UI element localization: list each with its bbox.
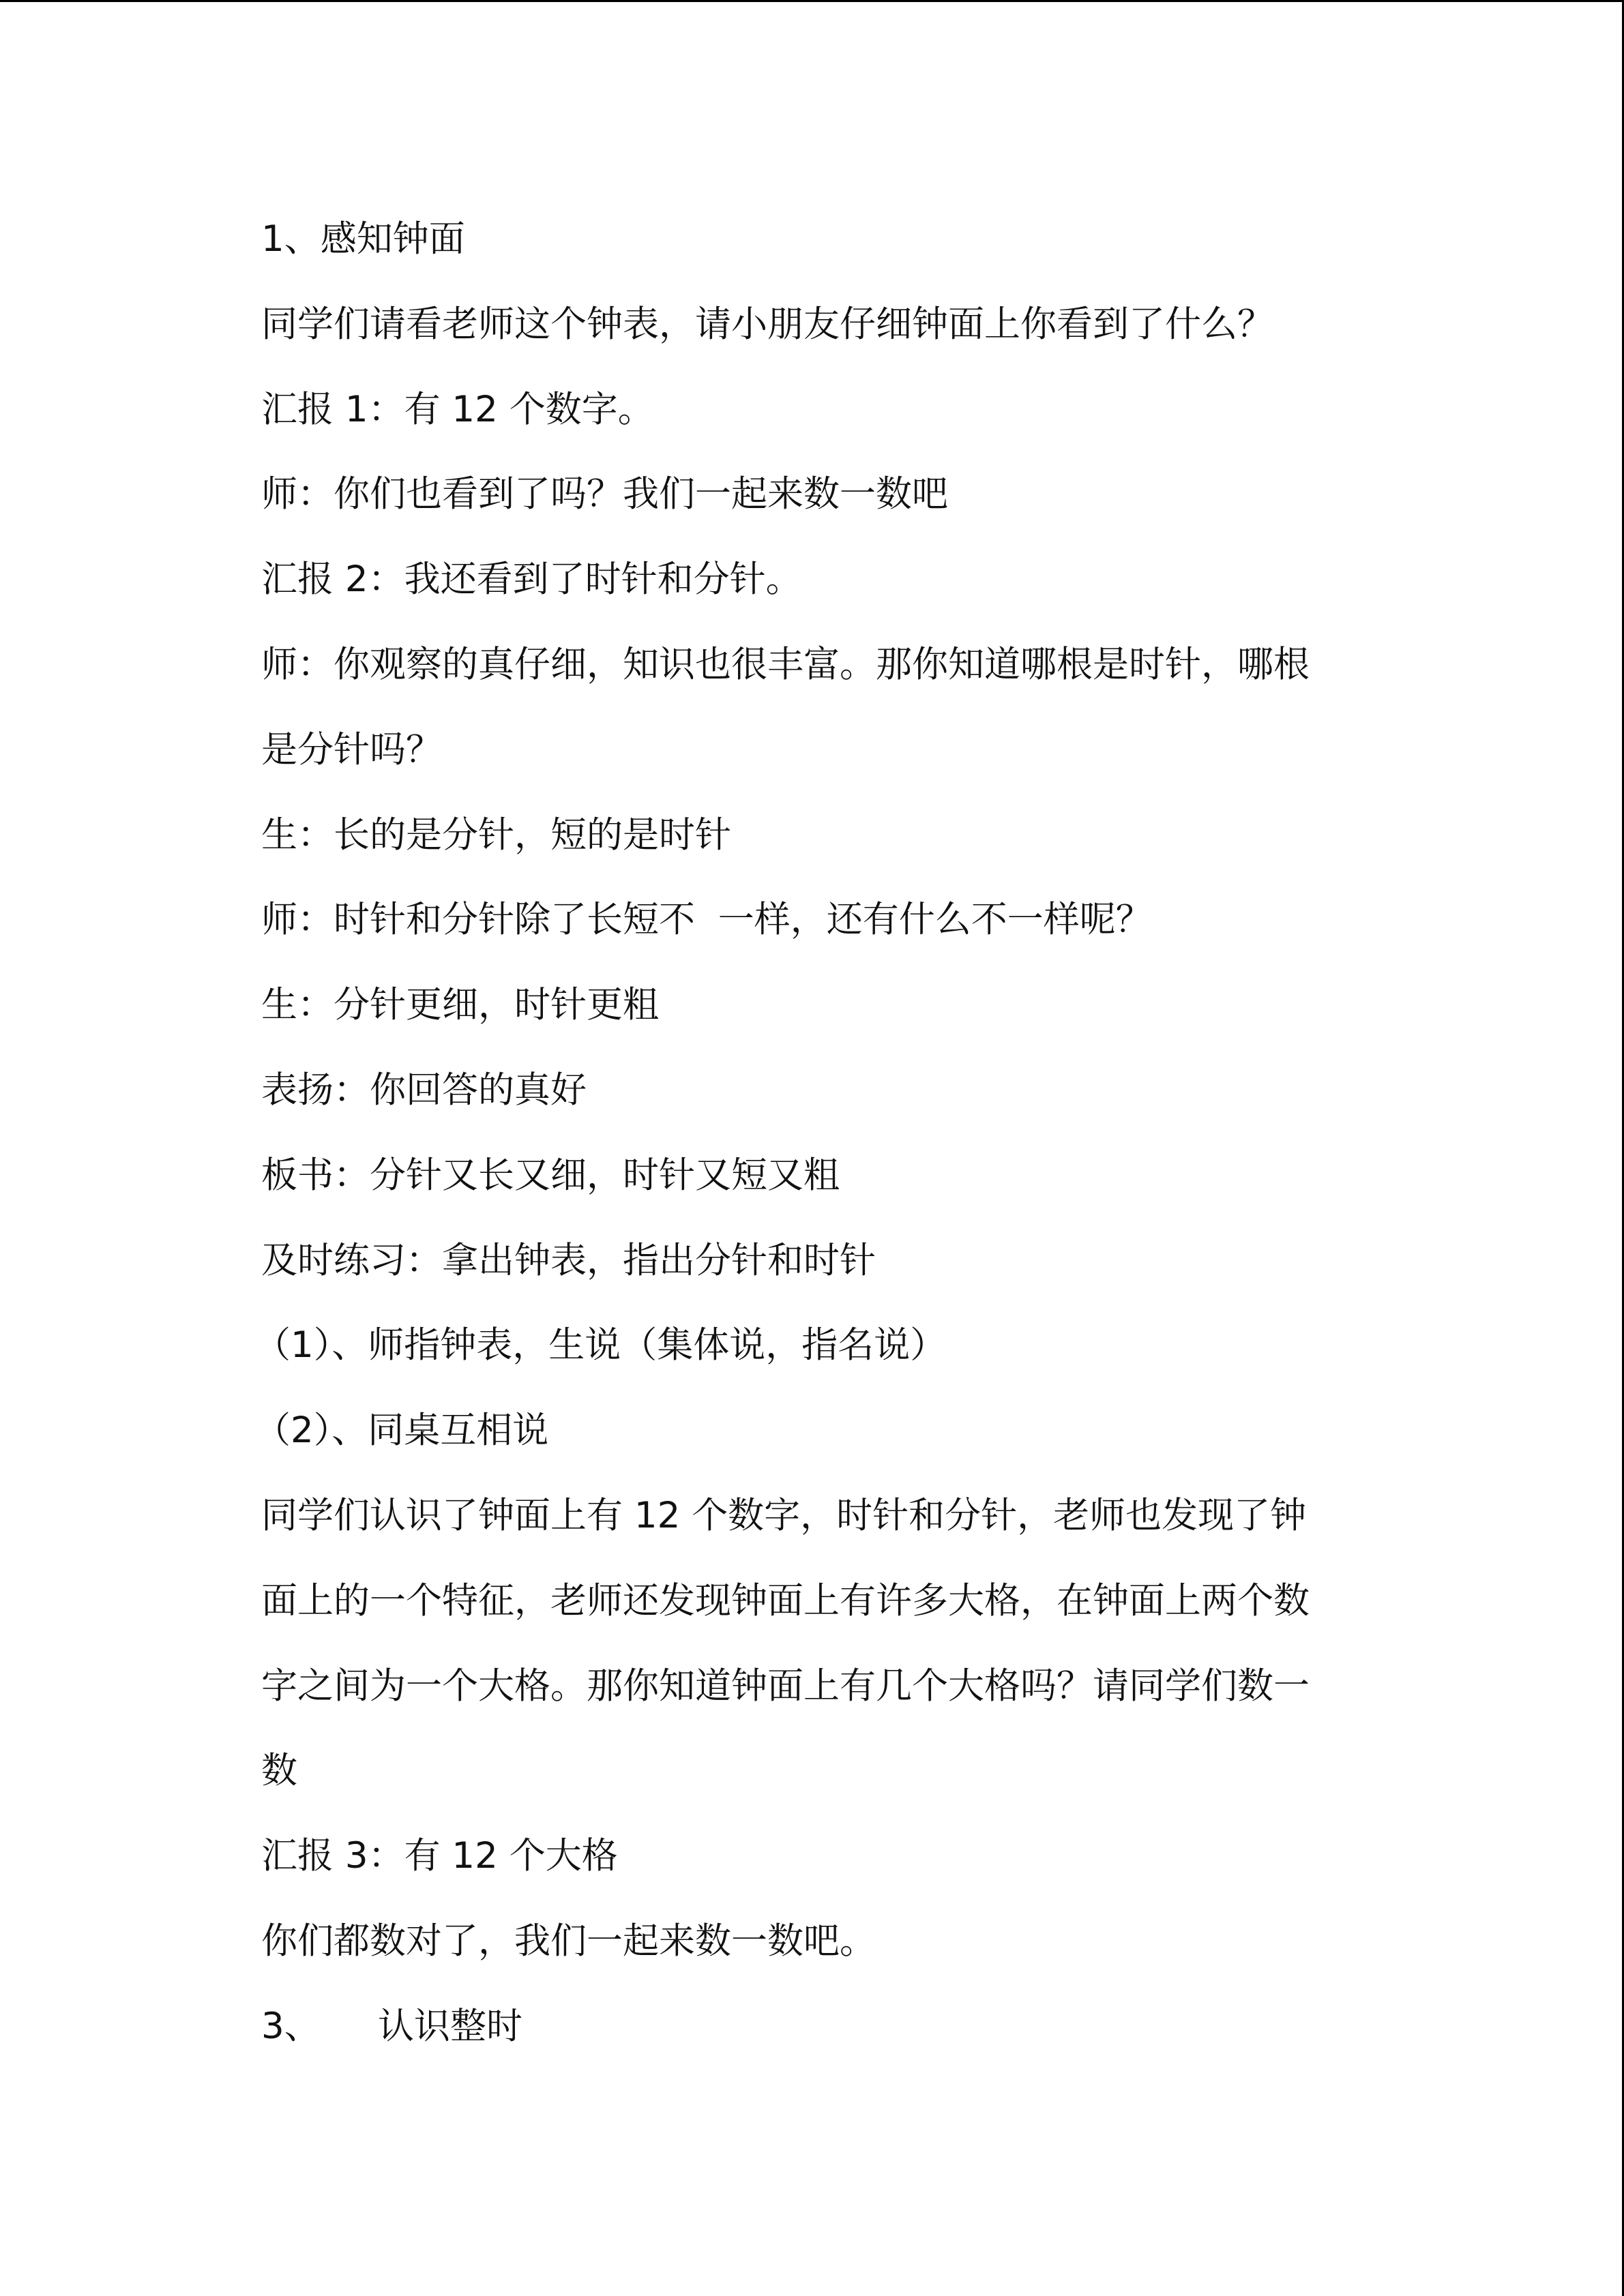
section-heading: 3、 认识整时 (261, 2006, 522, 2047)
paragraph-line: 生：分针更细，时针更粗 (261, 984, 659, 1026)
paragraph-line: 数 (261, 1750, 297, 1791)
paragraph-line: 是分针吗？ (261, 729, 442, 771)
paragraph-line: 面上的一个特征，老师还发现钟面上有许多大格，在钟面上两个数 (261, 1580, 1310, 1622)
section-heading: 1、感知钟面 (261, 218, 465, 260)
paragraph-line: （1）、师指钟表，生说（集体说，指名说） (254, 1324, 947, 1366)
paragraph-line: 汇报 3：有 12 个大格 (261, 1835, 618, 1877)
paragraph-line: 字之间为一个大格。那你知道钟面上有几个大格吗？请同学们数一 (261, 1665, 1310, 1707)
paragraph-line: 师：时针和分针除了长短不 一样，还有什么不一样呢？ (261, 899, 1152, 940)
paragraph-line: 及时练习：拿出钟表，指出分针和时针 (261, 1240, 876, 1281)
paragraph-line: （2）、同桌互相说 (254, 1410, 549, 1451)
paragraph-line: 板书：分针又长又细，时针又短又粗 (261, 1154, 840, 1196)
paragraph-line: 同学们请看老师这个钟表，请小朋友仔细钟面上你看到了什么？ (261, 303, 1273, 345)
paragraph-line: 汇报 2：我还看到了时针和分针。 (261, 558, 802, 600)
paragraph-line: 同学们认识了钟面上有 12 个数字，时针和分针，老师也发现了钟 (261, 1495, 1307, 1536)
paragraph-line: 师：你观察的真仔细，知识也很丰富。那你知道哪根是时针，哪根 (261, 644, 1310, 685)
page-border-top (0, 0, 1624, 2)
paragraph-line: 生：长的是分针，短的是时针 (261, 814, 731, 856)
paragraph-line: 汇报 1：有 12 个数字。 (261, 389, 654, 430)
paragraph-line: 师：你们也看到了吗？我们一起来数一数吧 (261, 473, 948, 515)
paragraph-line: 你们都数对了，我们一起来数一数吧。 (261, 1920, 876, 1962)
paragraph-line: 表扬：你回答的真好 (261, 1069, 587, 1111)
